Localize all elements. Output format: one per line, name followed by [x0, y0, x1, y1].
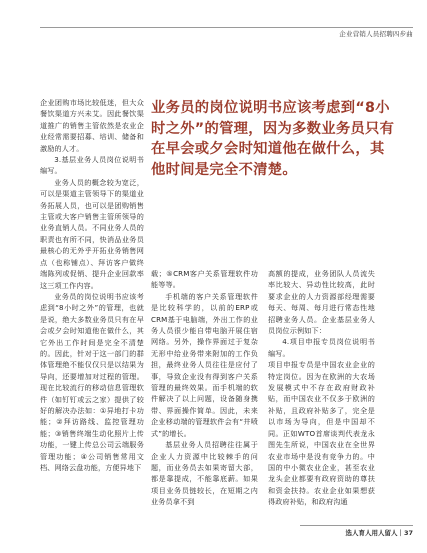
paragraph: 4.项目申报专员岗位说明书编写。: [268, 337, 375, 358]
page-footer: 选人育人用人留人｜37: [345, 529, 413, 537]
paragraph: 基层业务人员招聘往往属于企业人力资源中比较棘手的问题，而业务员去如果寄留大部，都是靠提成，不能靠底薪。如果项目业务员链较长，在短期之内业务员拿不到: [151, 440, 258, 507]
footer-rule: [300, 525, 413, 526]
paragraph: 企业团购市场比较低迷，但大众餐饮渠道方兴未艾。因此餐饮渠道推广的销售主管依然是农业企业经常需要招募、培训、储备和激励的人才。: [40, 98, 144, 153]
paragraph: 载；⑤CRM客户关系管理软件功能等等。: [151, 269, 258, 290]
paragraph: 业务员的岗位说明书应该考虑到“8小时之外”的管理，也就是说，绝大多数业务员只有在早会或夕会时知道他在做什么，其它外出工作时间是完全不清楚的。因此，针对于这一部门的群体管理绝不能仅仅只是以结果为导向，还要增加对过程的管理。现在比较流行的移动信息管理软件（如钉钉或云之家）提供了较好的解决办法如：①异地打卡功能；②拜访路线、监控管理功能；③销售终端生动化照片上传功能，一键上传总公司云端服务管理功能；④公司销售常用文档、网络云盘功能，方便异地下: [40, 291, 144, 472]
section-header: 企业营销人员招聘四步曲: [339, 30, 413, 38]
column-3: [268, 268, 375, 508]
paragraph: 业务人员的概念较为宽泛，可以是渠道主管领导下的渠道业务拓展人员，也可以是团购销售主管或大客户销售主管所领导的业务直销人员。不同业务人员的职责也有所不同，快消品业务员最核心的无外乎开拓业务销售网点（也称铺点）、拜访客户做终端陈列或促销、提升企业回款率这三项工作内容。: [40, 177, 144, 290]
paragraph: 手机端的客户关系管理软件是比较科学的，以前的ERP或CRM基于电脑端，外出工作的业务人员很少能自带电脑开展住宿网络。另外，操作界面过于复杂无形中给业务带来附加的工作负担，最终业务人员往往是应付了事，导致企业没有得到客户关系管理的最终效果。而手机端的软件解决了以上问题，设备随身携带、界面操作简单。因此，未来企业移动端的管理软件会有“井喷式”的增长。: [151, 291, 258, 438]
column-2: [151, 268, 258, 508]
paragraph: 项目申报专员是中国农业企业的特定岗位。因为在欧洲的大农场发展模式中不存在政府财政补贴，而中国农业不仅多于欧洲的补贴，且政府补贴多了，完全是以市场为导向，但是中国却不同。正如WTO首席谈判代表龙永图先生所说，中国农业在全世界农业市场中是没有竞争力的。中国的中小微农业企业，甚至农业龙头企业都要有政府资助的尊扶和资金扶持。农业企业如果想获得政府补贴，和政府沟通: [268, 360, 375, 507]
paragraph: 3.基层业务人员岗位说明书编写。: [40, 155, 144, 176]
pull-quote: 业务员的岗位说明书应该考虑到“8小时之外”的管理，因为多数业务员只有在早会或夕会时知道他在做什么，其他时间是完全不清楚。: [151, 100, 395, 178]
paragraph: 高额的提成，业务团队人员流失率比较大、异动性比较高，此时要求企业的人力资源部经理需要每天、每周、每月进行常态性地招聘业务人员。企业基层业务人员岗位示例如下：: [268, 269, 375, 336]
header-rule: [40, 27, 413, 28]
column-1: [40, 97, 144, 473]
